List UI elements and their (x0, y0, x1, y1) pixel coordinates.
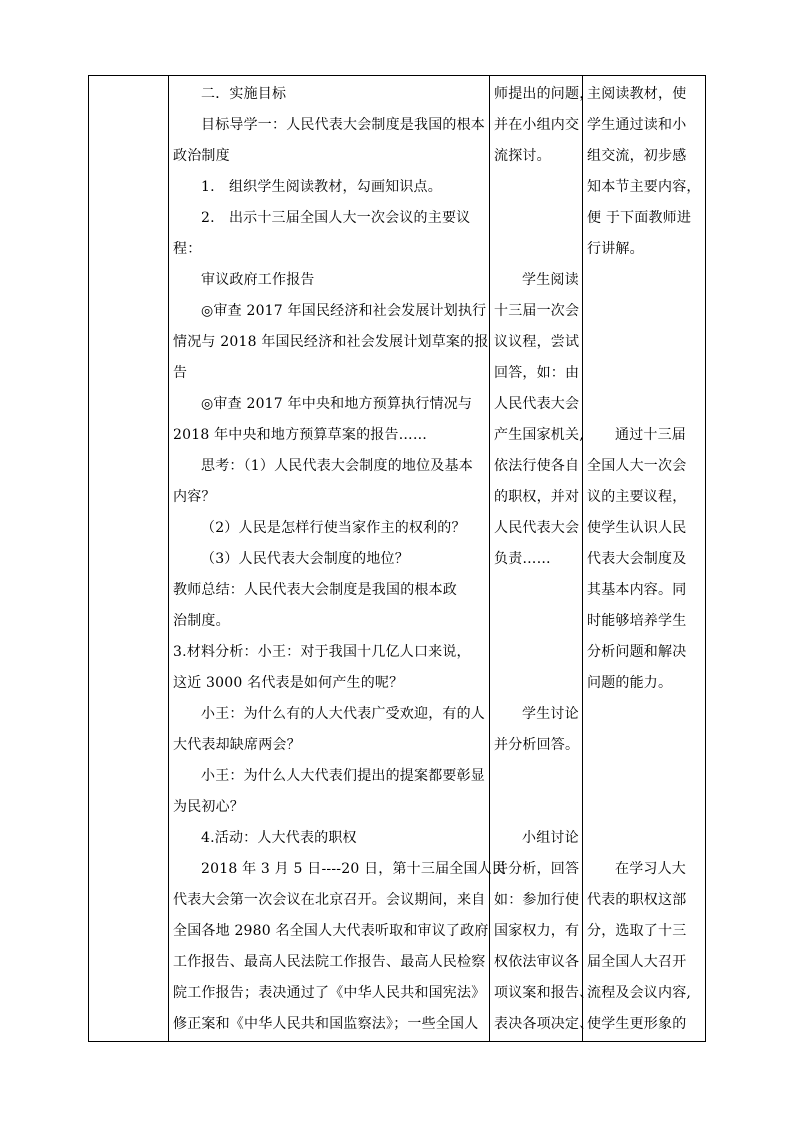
text-line: 小王：为什么有的人大代表广受欢迎，有的人 (201, 706, 485, 722)
text-line: 2018 年 3 月 5 日----20 日，第十三届全国人民 (201, 861, 507, 877)
text-line: 院工作报告；表决通过了《中华人民共和国宪法》 (173, 985, 486, 1001)
text-line: 回答，如：由 (494, 365, 580, 381)
text-line: 知本节主要内容， (587, 179, 701, 195)
text-line: 问题的能力。 (587, 675, 673, 691)
text-line: 人民代表大会 (494, 520, 580, 536)
text-line: 教师总结：人民代表大会制度是我国的根本政 (173, 582, 457, 598)
text-line: 4.活动：人大代表的职权 (201, 830, 357, 846)
text-line: 师提出的问题， (494, 86, 594, 102)
text-line: 大代表却缺席两会？ (173, 737, 301, 753)
text-line: 使学生更形象的 (587, 1016, 687, 1032)
text-line: 流程及会议内容, (587, 985, 692, 1001)
label-column (89, 76, 168, 1041)
text-line: 依法行使各自 (494, 458, 580, 474)
text-line: 情况与 2018 年国民经济和社会发展计划草案的报 (173, 334, 489, 350)
text-line: 并在小组内交 (494, 117, 580, 133)
text-line: 负责…… (494, 551, 551, 567)
design-intent-column (583, 76, 705, 1041)
text-line: 使学生认识人民 (587, 520, 687, 536)
text-line: （2）人民是怎样行使当家作主的权利的？ (201, 520, 466, 536)
text-line: 议的主要议程， (587, 489, 687, 505)
text-line: 告 (173, 365, 188, 381)
text-line: 议议程，尝试 (494, 334, 580, 350)
text-line: 学生通过读和小 (587, 117, 687, 133)
teacher-activity-column (169, 76, 507, 1041)
text-line: 小王：为什么人大代表们提出的提案都要彰显 (201, 768, 485, 784)
text-line: 人民代表大会 (494, 396, 580, 412)
text-line: 代表大会制度及 (587, 551, 687, 567)
lesson-plan-table (88, 75, 706, 1042)
text-line: 届全国人大召开 (587, 954, 687, 970)
text-line: 学生阅读 (522, 272, 579, 288)
text-line: 内容？ (173, 489, 216, 505)
text-line: 1. 组织学生阅读教材，勾画知识点。 (201, 179, 442, 195)
text-line: 全国人大一次会 (587, 458, 687, 474)
text-line: 便 于下面教师进 (587, 210, 692, 226)
text-line: 为民初心？ (173, 799, 244, 815)
text-line: 行讲解。 (587, 241, 644, 257)
text-line: 政治制度 (173, 148, 230, 164)
text-line: 审议政府工作报告 (201, 272, 315, 288)
text-line: 治制度。 (173, 613, 230, 629)
text-line: （3）人民代表大会制度的地位？ (201, 551, 409, 567)
text-line: 2018 年中央和地方预算草案的报告…… (173, 427, 428, 443)
text-line: 组交流，初步感 (587, 148, 687, 164)
text-line: 目标导学一：人民代表大会制度是我国的根本 (201, 117, 485, 133)
text-line: 的职权，并对 (494, 489, 580, 505)
text-line: 国家权力，有 (494, 923, 580, 939)
text-line: 表决各项决定、 (494, 1016, 594, 1032)
text-line: 如：参加行使 (494, 892, 580, 908)
text-line: 二．实施目标 (201, 86, 287, 102)
text-line: 其基本内容。同 (587, 582, 687, 598)
text-line: 主阅读教材，使 (587, 86, 687, 102)
text-line: 分析问题和解决 (587, 644, 687, 660)
text-line: 分，选取了十三 (587, 923, 687, 939)
text-line: 3.材料分析：小王：对于我国十几亿人口来说， (173, 644, 471, 660)
text-line: 时能够培养学生 (587, 613, 687, 629)
text-line: 流探讨。 (494, 148, 551, 164)
text-line: 产生国家机关, (494, 427, 584, 443)
text-line: 这近 3000 名代表是如何产生的呢？ (173, 675, 404, 691)
student-activity-column (490, 76, 594, 1041)
text-line: 并分析，回答 (494, 861, 580, 877)
text-line: 程： (173, 241, 202, 257)
text-line: 思考：（1）人民代表大会制度的地位及基本 (201, 458, 473, 474)
text-line: 代表大会第一次会议在北京召开。会议期间，来自 (173, 892, 486, 908)
text-line: 通过十三届 (615, 427, 686, 443)
text-line: 项议案和报告、 (494, 985, 594, 1001)
text-line: 工作报告、最高人民法院工作报告、最高人民检察 (173, 954, 486, 970)
text-line: ◎审查 2017 年中央和地方预算执行情况与 (201, 396, 473, 412)
text-line: ◎审查 2017 年国民经济和社会发展计划执行 (201, 303, 487, 319)
text-line: 学生讨论 (522, 706, 579, 722)
text-line: 在学习人大 (615, 861, 686, 877)
text-line: 小组讨论 (522, 830, 579, 846)
text-line: 代表的职权这部 (587, 892, 687, 908)
text-line: 2. 出示十三届全国人大一次会议的主要议 (201, 210, 471, 226)
text-line: 全国各地 2980 名全国人大代表听取和审议了政府 (173, 923, 489, 939)
text-line: 十三届一次会 (494, 303, 580, 319)
text-line: 权依法审议各 (494, 954, 580, 970)
text-line: 修正案和《中华人民共和国监察法》；一些全国人 (173, 1016, 479, 1032)
text-line: 并分析回答。 (494, 737, 580, 753)
